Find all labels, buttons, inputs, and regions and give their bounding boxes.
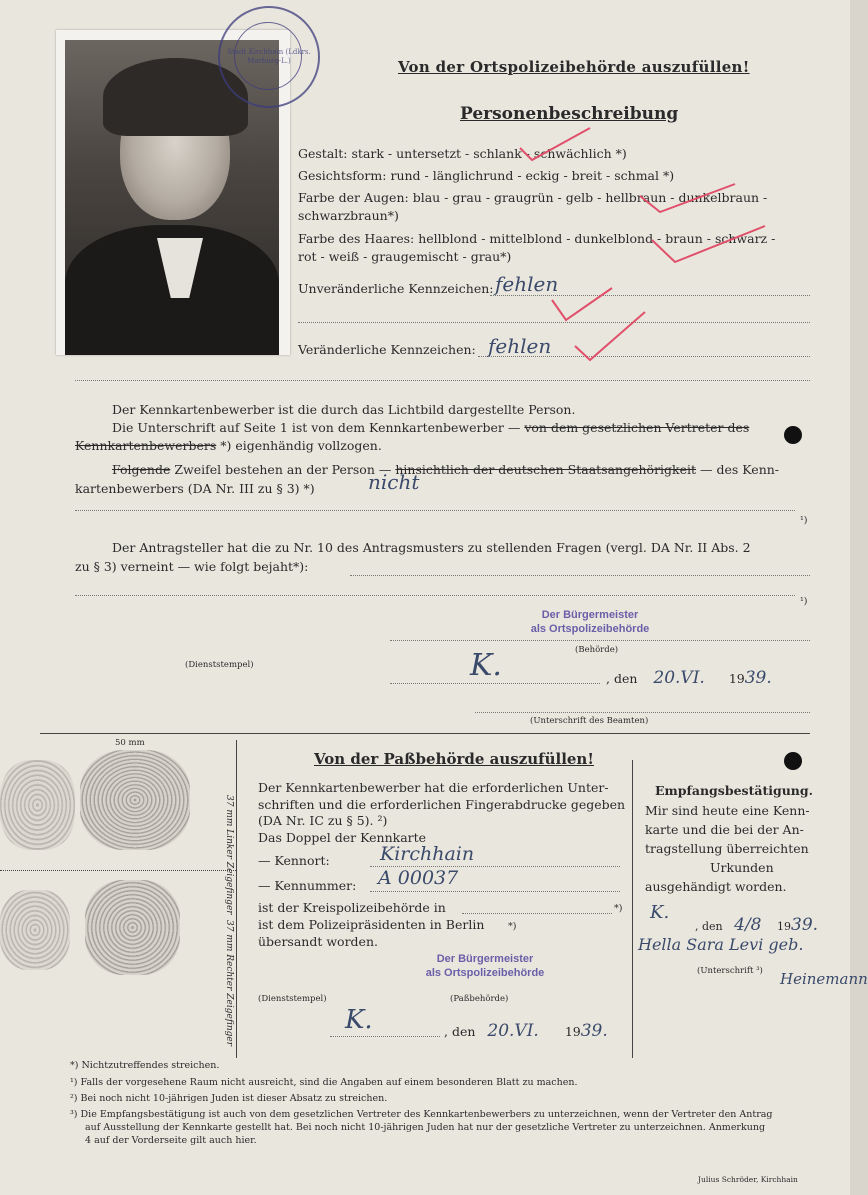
- pass-date: , den 20.VI. 1939.: [444, 1021, 608, 1041]
- kennnummer-label: — Kennummer:: [258, 878, 357, 893]
- receipt-name: Hella Sara Levi geb.: [638, 935, 804, 954]
- statement-5: kartenbewerbers (DA Nr. III zu § 3) *): [75, 481, 315, 496]
- printer-imprint: Julius Schröder, Kirchhain: [698, 1175, 798, 1184]
- unver-label: Unveränderliche Kennzeichen:: [298, 281, 494, 296]
- police-stamp: Der Bürgermeister als Ortspolizeibehörde: [530, 609, 650, 635]
- pass-p1: Der Kennkartenbewerber hat die erforderlichen Unter-: [258, 780, 609, 795]
- pass-initial: K.: [345, 1005, 373, 1035]
- footnote-3b: auf Ausstellung der Kennkarte gestellt hat. Bei noch nicht 10-jährigen Juden hat nur der gesetzliche Vertreter zu unterzeichnen. Anmerkung: [85, 1122, 766, 1133]
- receipt-title: Empfangsbestätigung.: [655, 783, 813, 798]
- left-finger-label: 37 mm Linker Zeigefinger: [224, 795, 234, 915]
- pass-p5: ist der Kreispolizeibehörde in: [258, 900, 446, 915]
- receipt-place: K.: [650, 902, 670, 923]
- ver-value: fehlen: [488, 334, 552, 358]
- augen-line: Farbe der Augen: blau - grau - graugrün - gelb - hellbraun - dunkelbraun -: [298, 190, 768, 205]
- ver-label: Veränderliche Kennzeichen:: [298, 342, 476, 357]
- footnote-0: *) Nichtzutreffendes streichen.: [70, 1060, 220, 1071]
- statement-4: Folgende Zweifel bestehen an der Person — hinsichtlich der deutschen Staatsangehörigkeit — des Kenn-: [112, 462, 780, 477]
- pass-p4: Das Doppel der Kennkarte: [258, 830, 427, 845]
- footnote-3c: 4 auf der Vorderseite gilt auch hier.: [85, 1135, 257, 1146]
- statement-1: Der Kennkartenbewerber ist die durch das Lichtbild dargestellte Person.: [112, 402, 576, 417]
- fingerprint-width-label: 50 mm: [115, 738, 145, 748]
- footnote-1: ¹) Falls der vorgesehene Raum nicht ausreicht, sind die Angaben auf einem besonderen Blatt zu machen.: [70, 1077, 578, 1088]
- pass-stamp: Der Bürgermeister als Ortspolizeibehörde: [425, 953, 545, 979]
- gesicht-line: Gesichtsform: rund - länglichrund - eckig - breit - schmal *): [298, 168, 675, 183]
- right-finger-label: 37 mm Rechter Zeigefinger: [224, 920, 234, 1047]
- round-stamp: Stadt Kirchhain (Ldkrs. Marburg-L.): [218, 6, 320, 108]
- pass-p7: übersandt worden.: [258, 934, 378, 949]
- punch-hole: [784, 426, 802, 444]
- receipt-surname: Heinemann: [780, 970, 868, 988]
- gestalt-line: Gestalt: stark - untersetzt - schlank - schwächlich *): [298, 146, 627, 161]
- kennort-value: Kirchhain: [380, 843, 475, 865]
- police-initial: K.: [470, 648, 502, 683]
- police-date: , den 20.VI. 1939.: [606, 668, 772, 688]
- augen-line-2: schwarzbraun*): [298, 208, 399, 223]
- title-police: Von der Ortspolizeibehörde auszufüllen!: [398, 58, 750, 76]
- pass-p6: ist dem Polizeipräsidenten in Berlin: [258, 917, 485, 932]
- pass-p2: schriften und die erforderlichen Fingerabdrucke gegeben: [258, 797, 626, 812]
- footnote-2: ²) Bei noch nicht 10-jährigen Juden ist dieser Absatz zu streichen.: [70, 1093, 388, 1104]
- title-description: Personenbeschreibung: [460, 104, 679, 124]
- left-index-fingerprint: [80, 750, 190, 850]
- pass-p3: (DA Nr. IC zu § 5). ²): [258, 813, 388, 828]
- unver-value: fehlen: [495, 272, 559, 296]
- statement-2: Die Unterschrift auf Seite 1 ist von dem Kennkartenbewerber — von dem gesetzlichen Vertreter des: [112, 420, 750, 435]
- haar-line-2: rot - weiß - graugemischt - grau*): [298, 249, 512, 264]
- right-index-fingerprint: [85, 880, 180, 975]
- statement-3: Kennkartenbewerbers *) eigenhändig vollzogen.: [75, 438, 382, 453]
- kennnummer-value: A 00037: [378, 867, 459, 889]
- haar-line: Farbe des Haares: hellblond - mittelblond - dunkelblond - braun - schwarz -: [298, 231, 776, 246]
- punch-hole: [784, 752, 802, 770]
- footnote-3a: ³) Die Empfangsbestätigung ist auch von dem gesetzlichen Vertreter des Kennkartenbewerbers zu unterzeichnen, wenn der Vertreter den Antrag: [70, 1109, 773, 1120]
- antrag-2: zu § 3) verneint — wie folgt bejaht*):: [75, 559, 309, 574]
- receipt-date: , den 4/8 1939.: [695, 915, 819, 935]
- document-page: Stadt Kirchhain (Ldkrs. Marburg-L.) Von der Ortspolizeibehörde auszufüllen! Personenbeschreibung Gestalt: stark - untersetzt - schlank - schwächlich *) Gesichtsform: rund - länglichrund - eckig - breit - schmal *) Farbe der Augen: blau - grau - graugrün - gelb - hellbraun - dunkelbraun - schwarzbraun*) Farbe des Haares: hellblond - mittelblond - dunkelblond - braun - schwarz - rot - weiß - graugemischt - grau*) Unveränderliche Kennzeichen: fehlen Veränderliche Kennzeichen: fehlen Der Kennkartenbewerber ist die durch das Lichtbild dargestellte Person. Die Unterschrift auf Seite 1 ist von dem Kennkartenbewerber — von dem gesetzlichen Vertreter des Kennkartenbewerbers *) eigenhändig vollzogen. Folgende Zweifel bestehen an der Person — hinsichtlich der deutschen Staatsangehörigkeit — des Kenn- kartenbewerbers (DA Nr. III zu § 3) *) nicht ¹) Der Antragsteller hat die zu Nr. 10 des Antragsmusters zu stellenden Fragen (vergl. DA Nr. II Abs. 2 zu § 3) verneint — wie folgt bejaht*): ¹) Der Bürgermeister als Ortspolizeibehörde (Behörde) (Dienststempel) K. , den 20.VI. 1939. (Unterschrift des Beamten) 50 mm 37 mm Linker Zeigefinger 37 mm Rechter Zeigefinger Von der Paßbehörde auszufüllen! Der Kennkartenbewerber hat die erforderlichen Unter- schriften und die erforderlichen Fingerabdrucke gegeben (DA Nr. IC zu § 5). ²) Das Doppel der Kennkarte — Kennort: Kirchhain — Kennummer: A 00037 ist der Kreispolizeibehörde in *) ist dem Polizeipräsidenten in Berlin *) übersandt worden. Der Bürgermeister als Ortspolizeibehörde (Paßbehörde) (Dienststempel) K. , den 20.VI. 1939. Empfangsbestätigung. Mir sind heute eine Kenn- karte und die bei der An- tragstellung überreichten Urkunden ausgehändigt worden. K. , den 4/8 1939. Hella Sara Levi geb. (Unterschrift ³) Heinemann *) Nichtzutreffendes streichen. ¹) Falls der vorgesehene Raum nicht ausreicht, sind die Angaben auf einem besonderen Blatt zu machen. ²) Bei noch nicht 10-jährigen Juden ist dieser Absatz zu streichen. ³) Die Empfangsbestätigung ist auch von dem gesetzlichen Vertreter des Kennkartenbewerbers zu unterzeichnen, wenn der Vertreter den Antrag auf Ausstellung der Kennkarte gestellt hat. Bei noch nicht 10-jährigen Juden hat nur der gesetzliche Vertreter zu unterzeichnen. Anmerkung 4 auf der Vorderseite gilt auch hier. Julius Schröder, Kirchhain: [0, 0, 850, 1195]
- title-pass: Von der Paßbehörde auszufüllen!: [314, 750, 594, 768]
- antrag-1: Der Antragsteller hat die zu Nr. 10 des Antragsmusters zu stellenden Fragen (vergl. DA Nr. II Abs. 2: [112, 540, 751, 555]
- red-checkmarks: [0, 0, 850, 420]
- statement-5-value: nicht: [368, 470, 420, 494]
- kennort-label: — Kennort:: [258, 853, 330, 868]
